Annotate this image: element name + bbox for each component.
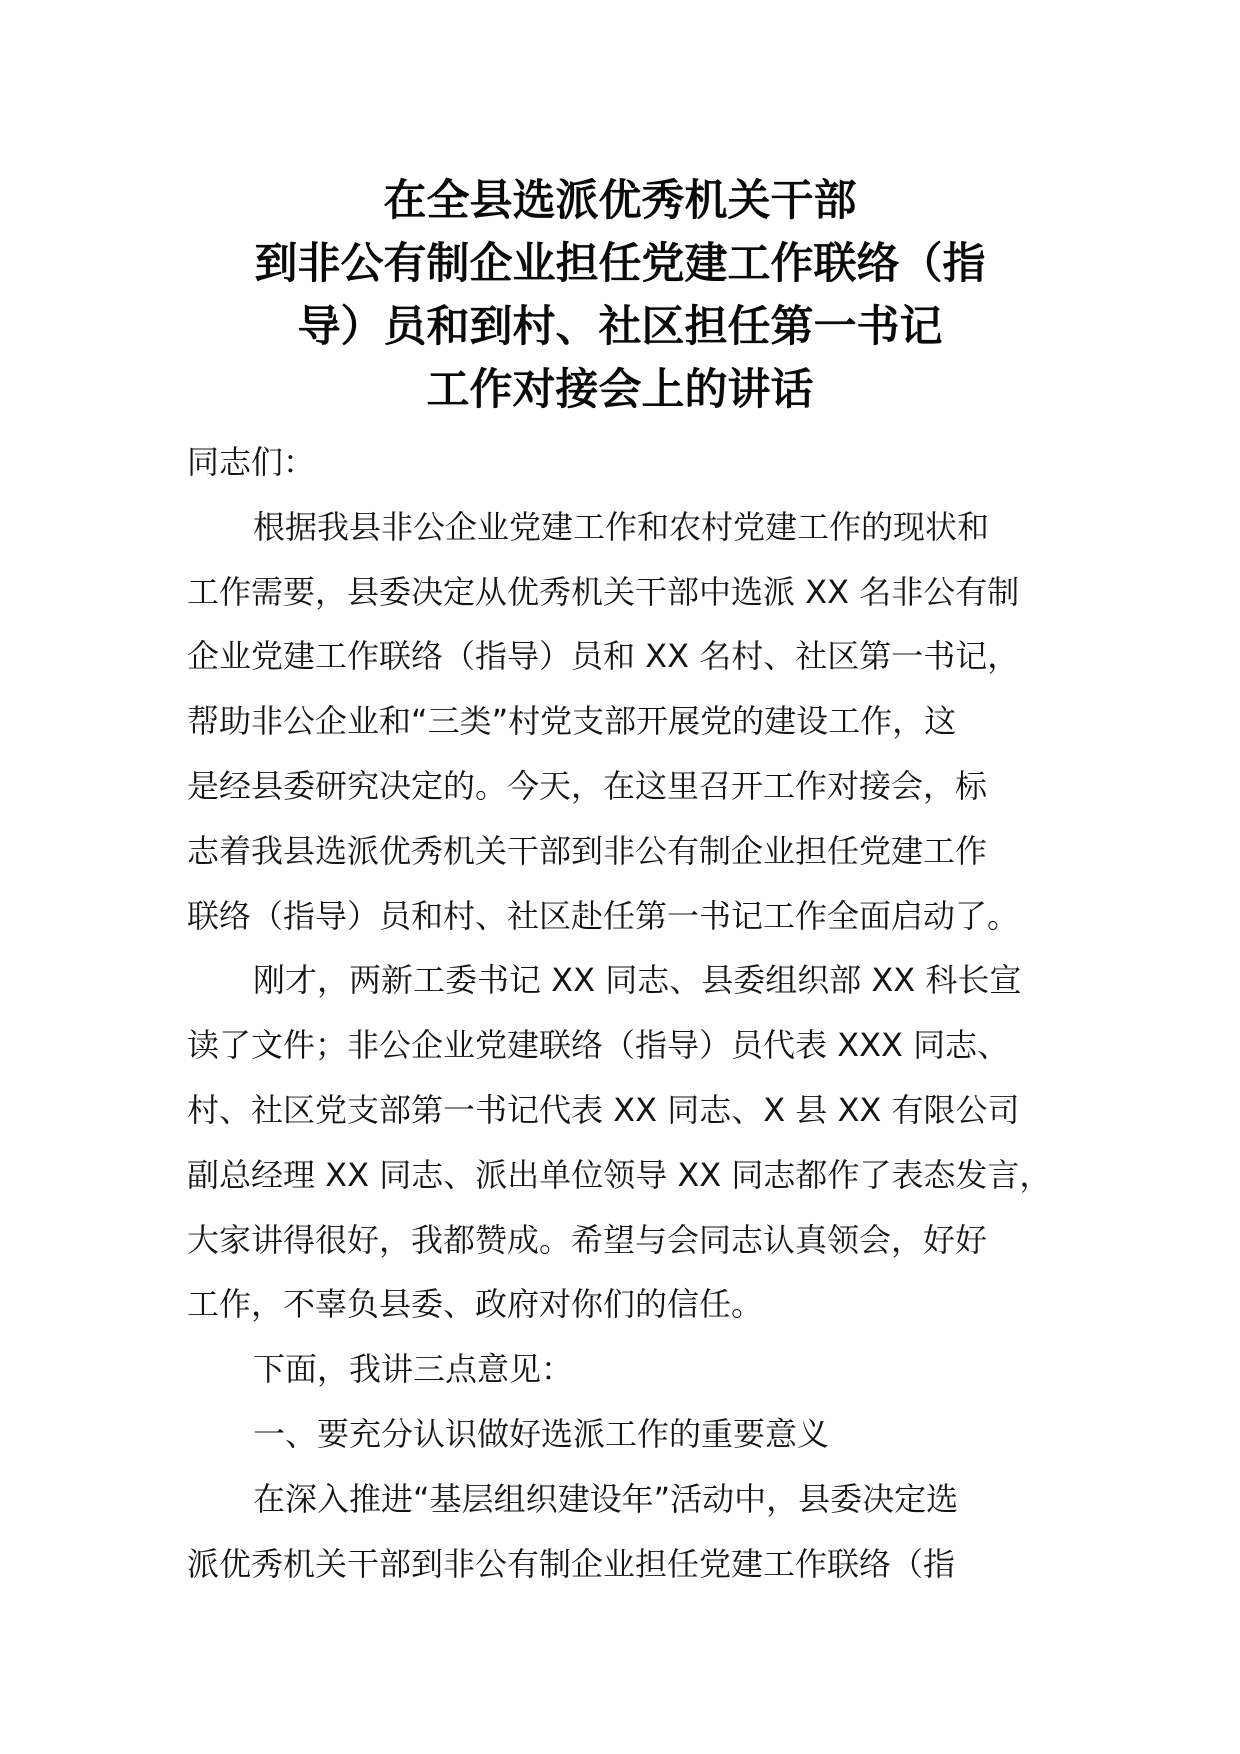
paragraph-1-line-1: 根据我县非公企业党建工作和农村党建工作的现状和 xyxy=(253,507,990,546)
salutation: 同志们： xyxy=(187,443,316,481)
document-title xyxy=(150,170,1090,422)
paragraph-2-line-4: 副总经理 XX 同志、派出单位领导 XX 同志都作了表态发言， xyxy=(187,1155,1052,1194)
paragraph-2-line-3: 村、社区党支部第一书记代表 XX 同志、X 县 XX 有限公司 xyxy=(187,1090,1020,1129)
paragraph-2-line-2: 读了文件；非公企业党建联络（指导）员代表 XXX 同志、 xyxy=(187,1026,1010,1065)
paragraph-1-line-4: 帮助非公企业和“三类”村党支部开展党的建设工作，这 xyxy=(187,702,957,741)
paragraph-1-line-7: 联络（指导）员和村、社区赴任第一书记工作全面启动了。 xyxy=(187,896,1020,935)
paragraph-1-line-2: 工作需要，县委决定从优秀机关干部中选派 XX 名非公有制 xyxy=(187,572,1020,611)
paragraph-2-line-5: 大家讲得很好，我都赞成。希望与会同志认真领会，好好 xyxy=(187,1220,988,1259)
title-line-2: 到非公有制企业担任党建工作联络（指 xyxy=(254,239,986,289)
title-line-3: 导）员和到村、社区担任第一书记 xyxy=(297,302,943,352)
paragraph-4-line-1: 在深入推进“基层组织建设年”活动中，县委决定选 xyxy=(253,1479,959,1518)
paragraph-2-line-6: 工作，不辜负县委、政府对你们的信任。 xyxy=(187,1285,764,1324)
title-line-4: 工作对接会上的讲话 xyxy=(426,365,814,415)
paragraph-1-line-5: 是经县委研究决定的。今天，在这里召开工作对接会，标 xyxy=(187,766,988,805)
title-line-1: 在全县选派优秀机关干部 xyxy=(383,176,857,226)
section-heading-1: 一、要充分认识做好选派工作的重要意义 xyxy=(253,1414,830,1453)
paragraph-4-line-2: 派优秀机关干部到非公有制企业担任党建工作联络（指 xyxy=(187,1544,956,1583)
paragraph-3-line-1: 下面，我讲三点意见： xyxy=(253,1350,574,1389)
paragraph-2-line-1: 刚才，两新工委书记 XX 同志、县委组织部 XX 科长宣 xyxy=(253,961,1022,1000)
paragraph-1-line-6: 志着我县选派优秀机关干部到非公有制企业担任党建工作 xyxy=(187,831,988,870)
document-body xyxy=(187,430,1087,1596)
paragraph-1-line-3: 企业党建工作联络（指导）员和 XX 名村、社区第一书记， xyxy=(187,637,1020,676)
